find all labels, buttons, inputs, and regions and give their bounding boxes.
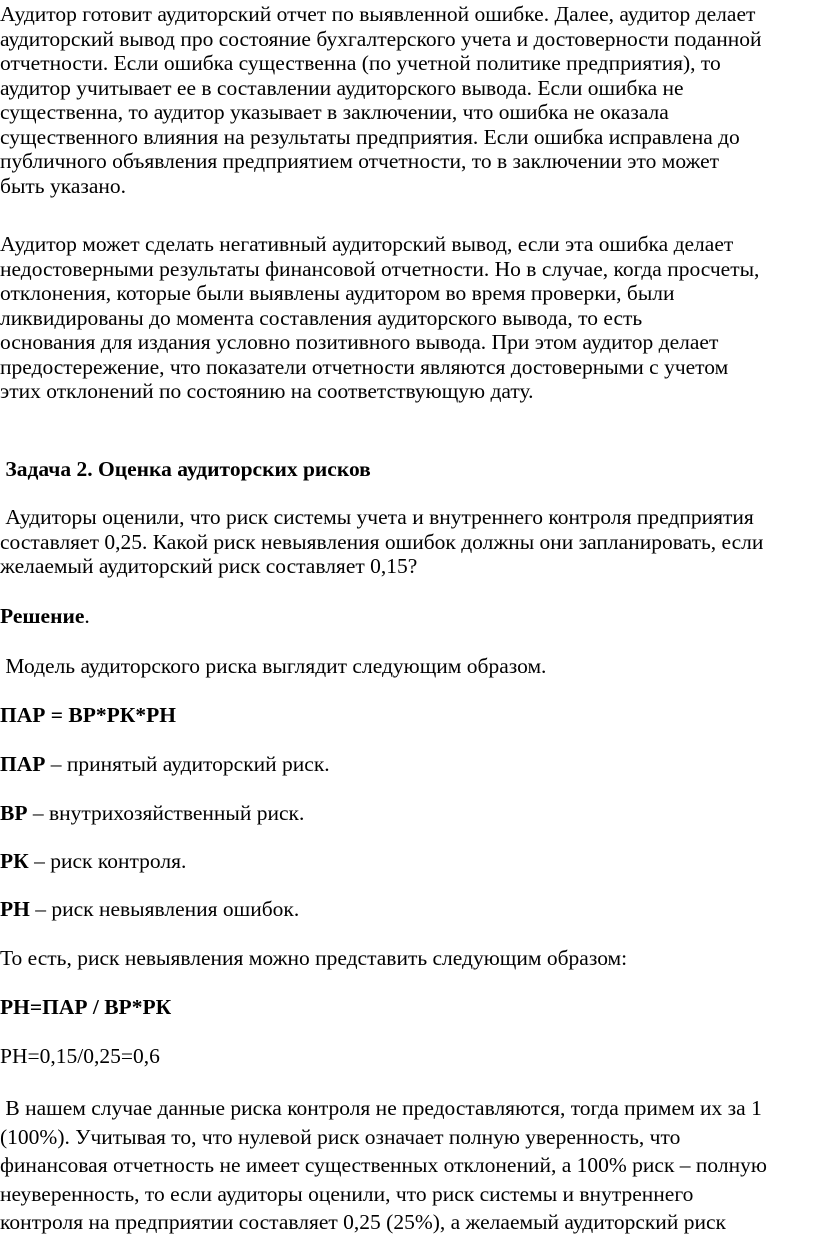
text-line: аудиторский вывод про состояние бухгалтерского учета и достоверности поданной: [0, 26, 762, 51]
definition-desc: – внутрихозяйственный риск.: [27, 801, 305, 825]
final-paragraph: [0, 1094, 816, 1237]
calculation: [0, 1044, 816, 1069]
task-heading: [0, 457, 816, 482]
text-line: финансовая отчетность не имеет существенных отклонений, а 100% риск – полную: [0, 1153, 767, 1177]
definition-desc: – риск невыявления ошибок.: [29, 897, 300, 921]
text-line: отчетности. Если ошибка существенна (по учетной политике предприятия), то: [0, 51, 721, 75]
solution-label: [0, 604, 816, 629]
derivation-intro: [0, 946, 816, 971]
definition-rn: [0, 897, 816, 922]
text-line: существенного влияния на результаты предприятия. Если ошибка исправлена до: [0, 124, 740, 149]
paragraph-negative-conclusion: [0, 232, 816, 404]
text-line: существенна, то аудитор указывает в заключении, что ошибка не оказала: [0, 100, 669, 124]
solution-label-dot: .: [84, 604, 90, 628]
text-line: аудитор учитывает ее в составлении аудиторского вывода. Если ошибка не: [0, 75, 684, 100]
text-line: составляет 0,25. Какой риск невыявления ошибок должны они запланировать, если: [0, 529, 764, 554]
formula-main: [0, 703, 816, 728]
task-heading-text: Задача 2. Оценка аудиторских рисков: [0, 457, 371, 481]
text-line: (100%). Учитывая то, что нулевой риск означает полную уверенность, что: [0, 1124, 681, 1149]
definition-term: ПАР: [0, 752, 46, 776]
solution-label-text: Решение: [0, 604, 85, 628]
text-line: Аудиторы оценили, что риск системы учета и внутреннего контроля предприятия: [0, 505, 754, 529]
text-line: основания для издания условно позитивного вывода. При этом аудитор делает: [0, 330, 719, 354]
model-intro: [0, 654, 816, 679]
text-line: ликвидированы до момента составления аудиторского вывода, то есть: [0, 305, 643, 330]
text-line: контроля на предприятии составляет 0,25 (25%), а желаемый аудиторский риск: [0, 1210, 726, 1234]
formula-rn: [0, 995, 816, 1020]
text-line: В нашем случае данные риска контроля не предоставляются, тогда примем их за 1: [0, 1096, 762, 1120]
text-line: публичного объявления предприятием отчетности, то в заключении это может: [0, 149, 720, 173]
text-line: предостережение, что показатели отчетности являются достоверными с учетом: [0, 354, 729, 379]
text-line: желаемый аудиторский риск составляет 0,15?: [0, 554, 418, 578]
definition-term: ВР: [0, 801, 28, 825]
model-intro-text: Модель аудиторского риска выглядит следующим образом.: [0, 654, 547, 678]
definition-term: РН: [0, 897, 30, 921]
formula-main-text: ПАР = ВР*РК*РН: [0, 703, 176, 727]
text-line: недостоверными результаты финансовой отчетности. Но в случае, когда просчеты,: [0, 256, 760, 281]
paragraph-audit-report: [0, 2, 816, 198]
text-line: Аудитор готовит аудиторский отчет по выявленной ошибке. Далее, аудитор делает: [0, 2, 756, 26]
definition-desc: – риск контроля.: [28, 849, 187, 873]
formula-rn-text: РН=ПАР / ВР*РК: [0, 995, 172, 1019]
definition-term: РК: [0, 849, 29, 873]
definition-desc: – принятый аудиторский риск.: [45, 752, 330, 776]
definition-vr: [0, 801, 816, 826]
calculation-text: РН=0,15/0,25=0,6: [0, 1044, 160, 1068]
text-line: этих отклонений по состоянию на соответствующую дату.: [0, 379, 534, 403]
derivation-intro-text: То есть, риск невыявления можно представить следующим образом:: [0, 946, 628, 970]
task-statement: [0, 505, 816, 579]
text-line: неуверенность, то если аудиторы оценили, что риск системы и внутреннего: [0, 1181, 694, 1206]
definition-par: [0, 752, 816, 777]
text-line: Аудитор может сделать негативный аудиторский вывод, если эта ошибка делает: [0, 232, 734, 256]
text-line: быть указано.: [0, 173, 127, 198]
text-line: отклонения, которые были выявлены аудитором во время проверки, были: [0, 281, 675, 305]
definition-rk: [0, 849, 816, 874]
